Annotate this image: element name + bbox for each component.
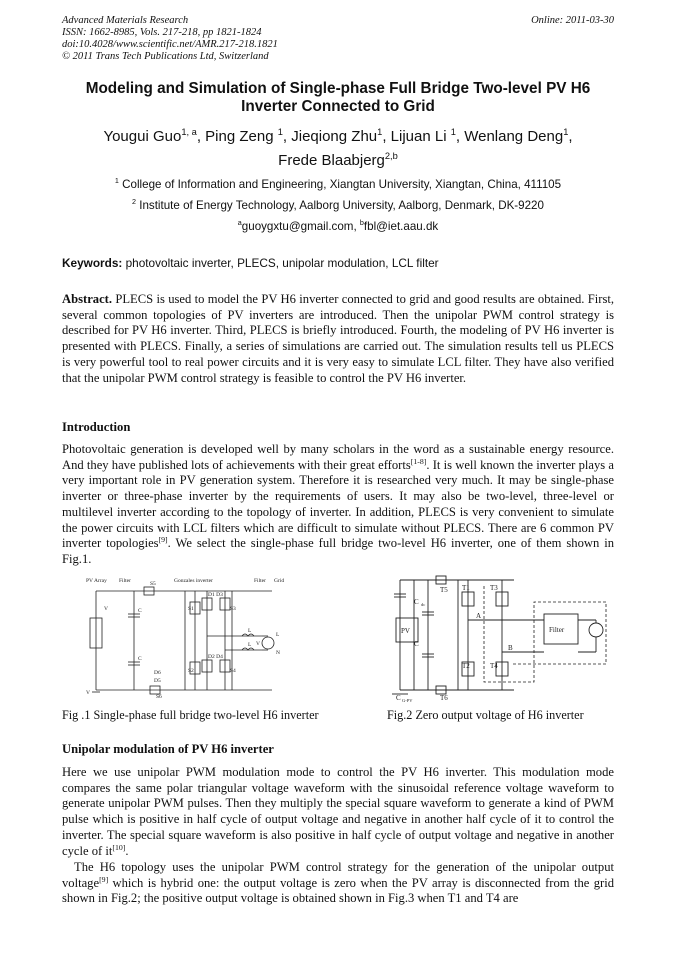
label-t5: T5 (440, 586, 448, 594)
label-pv: PV (401, 627, 410, 635)
online-date: Online: 2011-03-30 (531, 15, 614, 26)
label-s4: S4 (230, 668, 236, 674)
label-t2: T2 (462, 662, 470, 670)
section-heading: Introduction (62, 420, 131, 434)
abstract: Abstract. PLECS is used to model the PV H6 inverter connected to grid and good results are obtained. First, several common topologies of PV inverters are introduced. Then the unipolar PWM control strategy is described for PV H6 inverter. Third, PLECS is briefly introduced. Fourth, the modeling of PV H6 inverter is presented with PLECS. Finally, a series of simulations are carried out. The simulation results tell us PLECS is very powerful tool to real power circuits and it is very easy to simulate LCL filter. They have also verified that the unipolar PWM control strategy is feasible to control the PV H6 inverter. (62, 292, 614, 385)
label-d5: D5 (154, 678, 161, 684)
label-d1d3: D1 D3 (208, 592, 223, 598)
label-filter: Filter (119, 578, 131, 584)
label-t4: T4 (490, 662, 498, 670)
label-cpv: C (138, 608, 142, 614)
figure-1-circuit (82, 574, 302, 700)
unipolar-paragraph-2: The H6 topology uses the unipolar PWM control strategy for the generation of the unipolar output voltage[9] which is hybrid one: the output voltage is zero when the PV array is disconnected from the grid shown in Fig.2; the positive output voltage is obtained shown in Fig.3 when T1 and T4 are (62, 860, 614, 906)
copyright: © 2011 Trans Tech Publications Ltd, Switzerland (62, 51, 269, 62)
emails: $^a$guoygxtu@gmail.com, $^b$fbl@iet.aau.dk (237, 218, 439, 233)
label-cdc2: C (414, 640, 419, 648)
label-d2d4: D2 D4 (208, 654, 223, 660)
label-d6: D6 (154, 670, 161, 676)
author: Ping Zeng $^1$ (205, 127, 283, 145)
label-gonzales: Gonzales inverter (174, 578, 213, 584)
journal-header (62, 15, 278, 63)
issn: ISSN: 1662-8985, Vols. 217-218, pp 1821-1824 (62, 27, 262, 38)
figure-2-caption: Fig.2 Zero output voltage of H6 inverter (387, 708, 584, 722)
label-n: N (276, 650, 280, 656)
label-vph: V (86, 690, 90, 696)
figure-1-caption: Fig .1 Single-phase full bridge two-level H6 inverter (62, 708, 319, 722)
label-s2: S2 (188, 668, 194, 674)
label-vg: V (256, 641, 260, 647)
label-cdc1: C (414, 598, 419, 606)
label-s3: S3 (230, 606, 236, 612)
label-cpv2: C (138, 656, 142, 662)
label-grid: Grid (274, 578, 285, 584)
label-filter: Filter (549, 626, 565, 634)
journal-name: Advanced Materials Research (62, 15, 189, 26)
paper-title: Modeling and Simulation of Single-phase Full Bridge Two-level PV H6 Inverter Connected to Grid (85, 80, 591, 115)
label-cgpv: C (396, 694, 401, 702)
affiliation: $^2$ Institute of Energy Technology, Aalborg University, Aalborg, Denmark, DK-9220 (132, 197, 544, 212)
doi: doi:10.4028/www.scientific.net/AMR.217-218.1821 (62, 39, 278, 50)
label-s1: S1 (188, 606, 194, 612)
keywords: Keywords: photovoltaic inverter, PLECS, unipolar modulation, LCL filter (62, 256, 439, 270)
label-t6: T6 (440, 694, 448, 702)
author: Lijuan Li $^1$ (390, 127, 456, 145)
figure-2-circuit (384, 572, 614, 702)
label-vpv: V (104, 606, 108, 612)
label-dc: dc (421, 602, 426, 607)
author: Wenlang Deng$^1$ (464, 127, 569, 145)
label-filter2: Filter (254, 578, 266, 584)
label-t1: T1 (462, 584, 470, 592)
author: Jieqiong Zhu$^1$ (291, 127, 383, 145)
introduction-paragraph: Photovoltaic generation is developed well by many scholars in the word as a sustainable energy resource. And they have published lots of achievements with their great efforts[1-8]. It is well known the inverter plays a very important role in PV generation system. Therefore it is researched very much. It may be single-phase inverter or three-phase inverter by the requirements of users. It may also be two-level, three-level or multilevel inverter according to the topology of inverter. In addition, PLECS is very convenient to simulate the power circuits with LCL filters which are difficult to simulate without PLECS. There are 6 common PV inverter topologies[9]. We select the single-phase full bridge two-level H6 inverter, one of them shown in Fig.1. (62, 442, 614, 566)
affiliation: $^1$ College of Information and Engineering, Xiangtan University, Xiangtan, China, 411105 (114, 176, 562, 191)
label-l1: L (248, 628, 252, 634)
label-t3: T3 (490, 584, 498, 592)
author: Yougui Guo$^{1, a}$ (103, 127, 197, 145)
author-list: Yougui Guo$^{1, a}$, Ping Zeng $^1$, Jieqiong Zhu$^1$, Lijuan Li $^1$, Wenlang Deng$^1$, Frede Blaabjerg$^{2,b}$ (103, 127, 573, 169)
label-l: L (276, 632, 280, 638)
section-heading: Unipolar modulation of PV H6 inverter (62, 742, 274, 756)
label-s5: S5 (150, 581, 156, 587)
label-pv-array: PV Array (86, 578, 107, 584)
label-b: B (508, 644, 513, 652)
label-s6: S6 (156, 694, 162, 700)
label-a: A (476, 612, 482, 620)
label-l2: L (248, 642, 252, 648)
label-gpv: G-PV (402, 698, 413, 702)
unipolar-paragraph-1: Here we use unipolar PWM modulation mode to control the PV H6 inverter. This modulation mode compares the same polar triangular voltage waveform with the sinusoidal reference voltage waveform to generate unipolar PWM pulses. Then they multiply the special square waveform to generate a kind of PWM pulse which is positive in half cycle of output voltage and negative in another half cycle of it to control the inverter. The special square waveform is also positive in half cycle of output voltage and negative in another cycle of it[10]. (62, 765, 614, 858)
author: Frede Blaabjerg$^{2,b}$ (278, 151, 398, 169)
